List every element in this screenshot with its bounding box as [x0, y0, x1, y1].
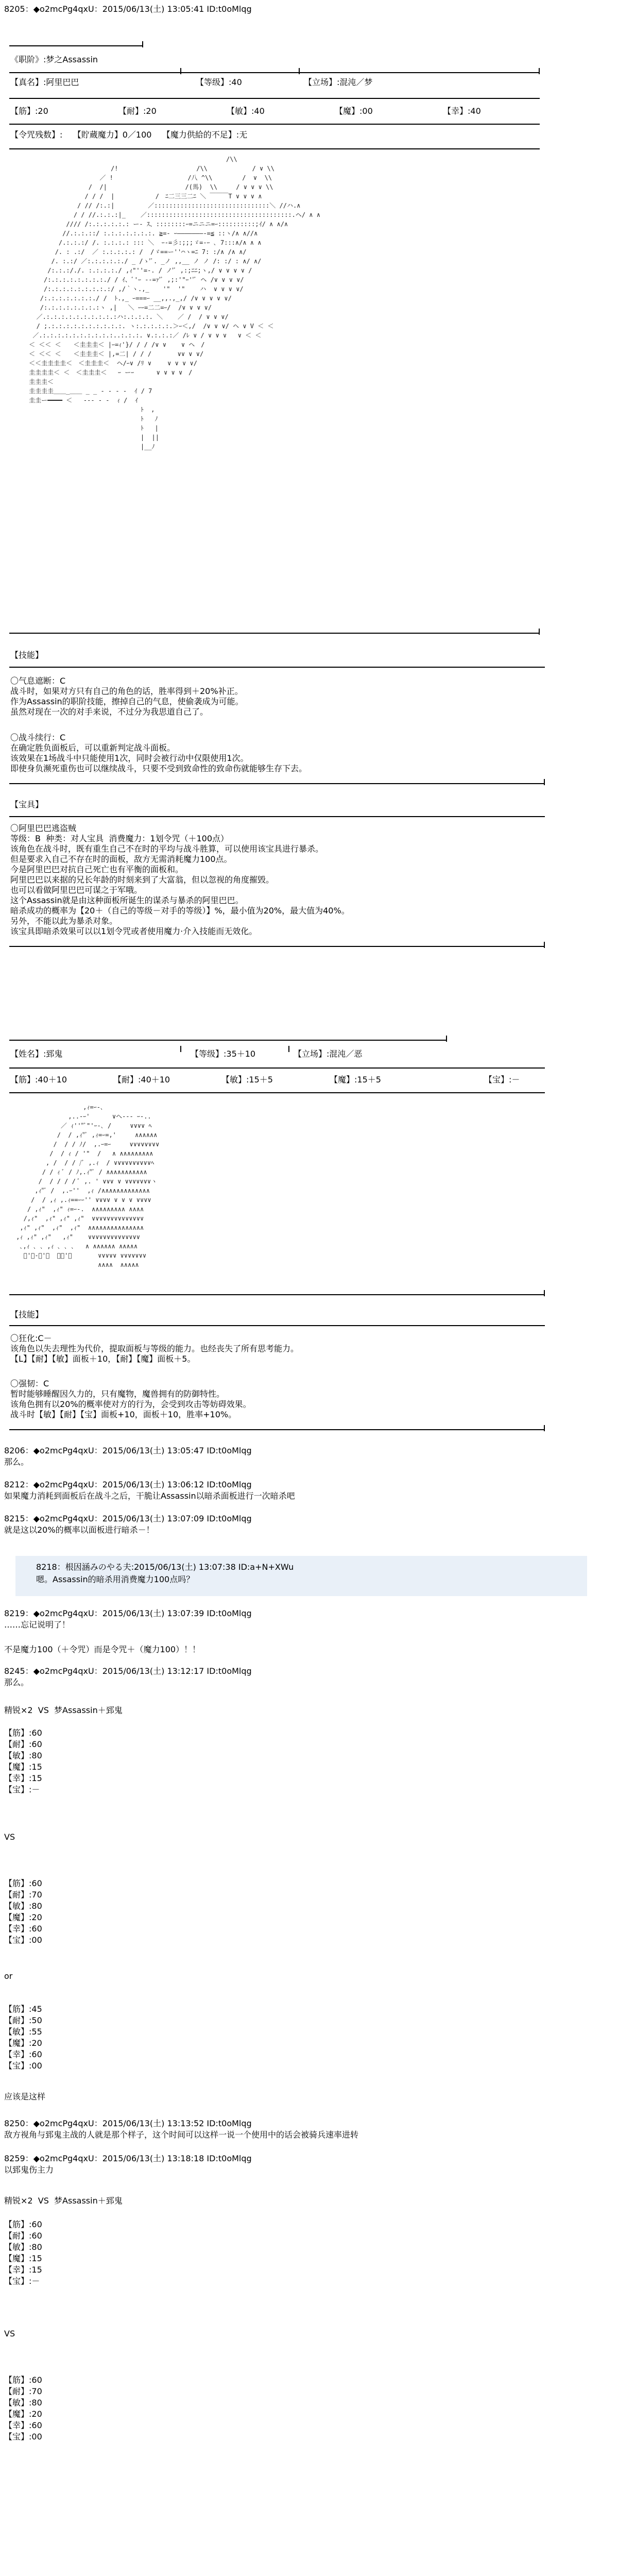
- post-line: 就是这以20%的概率以面板进行暗杀－！: [4, 1525, 154, 1535]
- skill-line: 虽然对现在一次的对手来说，不过分为我思道自己了。: [10, 707, 209, 717]
- np-line: 该角色在战斗时，既有重生自己不在时的平均与战斗胜算，可以使用该宝具进行暴杀。: [10, 844, 324, 854]
- stat-str: 【筋】:20: [10, 106, 48, 116]
- stat-line: 【耐】:50: [4, 2015, 42, 2025]
- sheet-line: [9, 45, 143, 46]
- np-line: 另外，不能以此为暴杀对象。: [10, 916, 118, 926]
- vs-label: VS: [4, 1832, 15, 1842]
- sheet-line: [9, 1092, 545, 1093]
- stat-line: 【宝】:00: [4, 2061, 42, 2071]
- sheet-tick: [299, 68, 300, 74]
- battle-title: 精锐×2 VS 梦Assassin＋郅鬼: [4, 1705, 123, 1715]
- stat-line: 【耐】:70: [4, 1890, 42, 1900]
- post-line: 敌方视角与郅鬼主战的人就是那个样子，这个时间可以这样一说一个使用中的话会被骑兵速率进转: [4, 2130, 359, 2140]
- stat-con: 【耐】:20: [118, 106, 157, 116]
- stat-line: 【筋】:60: [4, 1728, 42, 1738]
- stat-line: 【敏】:80: [4, 1751, 42, 1760]
- sheet-tick: [180, 68, 181, 74]
- stat-line: 【幸】:60: [4, 1924, 42, 1934]
- np-line: 暗杀成功的概率为【20＋（自己的等级－对手的等级）】%，最小值为20%，最大值为40%。: [10, 906, 350, 916]
- np-line: 也可以看做阿里巴巴可谋之于军哦。: [10, 885, 143, 895]
- stat-line: 【幸】:60: [4, 2420, 42, 2430]
- skills-title: 【技能】: [10, 650, 44, 660]
- stat-line: 【宝】:－: [4, 2276, 40, 2286]
- stat-line: 【敏】:55: [4, 2027, 42, 2037]
- stat-line: 【幸】:15: [4, 1773, 42, 1783]
- post-line: ……忘记说明了！: [4, 1620, 71, 1630]
- skill-line: 该角色以失去理性为代价，提取面板与等级的能力。也经丧失了所有思考能力。: [10, 1344, 299, 1353]
- skill-name: 〇狂化:C－: [10, 1333, 52, 1343]
- stat-line: 【耐】:60: [4, 1739, 42, 1749]
- post-line: 以郅鬼伤主力: [4, 2165, 54, 2175]
- stat-line: 【魔】:20: [4, 2409, 42, 2419]
- skill-name: 〇战斗续行：C: [10, 733, 66, 742]
- stat-line: 【幸】:60: [4, 2049, 42, 2059]
- np-line: 这个Assassin就是由这种面板所诞生的谋杀与暴杀的阿里巴巴。: [10, 895, 244, 905]
- sheet-line: [9, 124, 540, 125]
- alignment: 【立场】:混沌／梦: [304, 77, 373, 87]
- post-header: 8215：◆o2mcPg4qxU：2015/06/13(土) 13:07:09 ID:t0oMlqg: [4, 1514, 252, 1523]
- np-name: 〇阿里巴巴逃盗贼: [10, 823, 77, 833]
- sheet-line: [9, 1294, 545, 1295]
- post-header: 8259：◆o2mcPg4qxU：2015/06/13(土) 13:18:18 ID:t0oMlqg: [4, 2154, 252, 2163]
- ogre-ascii-art: ,ｨ=ｰ-､ ,..-ｰ' ∨ヘ--‐ ｰ-.. ／ ｨ''"ﾞ"'ｰ-､ / ∨∨∨∨ ﾍ / / ,ｨ"ﾞ ,ｨ=ｰ=,' ∧∧∧∧∧∧ / / / ﾉ/ ,.ｰ=ｰ ∨∨∨∨∨∨∨∨ / / ｨ / '" / ∧ ∧∧∧∧∧∧∧∧∧ , / / / /ﾞ ,.ｨ / ∨∨∨∨∨∨∨∨∨∨ﾍ / / ｨ ﾞ / ﾉ,.ｨ"ﾞ / ∧∧∧∧∧∧∧∧∧∧∧ / / / / / ﾞ ,. ' ∨∨∨ ∨ ∨∨∨∨∨∨∨ヽ ,ｨ"ﾞ / ,.ｰ'' ,ｨ /∧∧∧∧∧∧∧∧∧∧∧∧∧ / / ,ｨ ,.ｨ==ｰｰ'' ∨∨∨∨ ∨ ∨ ∨ ∨∨∨∨ / ,ｨ" ,ｨ" ｨ=ｰ-. ∧∧∧∧∧∧∧∧∧ ∧∧∧∧ /,ｨ" ,ｨ" ,ｨ" ,ｨ" ∨∨∨∨∨∨∨∨∨∨∨∨∨∨ ,ｨ" ,ｨ" ,ｨ" ,ｨ" ∧∧∧∧∧∧∧∧∧∧∧∧∧∧∧ ,ｨ ,ｨ" ,ｨ" ,ｨ" ∨∨∨∨∨∨∨∨∨∨∨∨∨∨ ､,ｨ ､ ､ ,ｨ ､ ､ ､ ∧ ∧∧∧∧∧∧ ∧∧∧∧∧ ﾞ'ｰ-ｰ'ﾞ ﾞｰ'ﾞ ∨∨∨∨∨ ∨∨∨∨∨∨∨ ∧∧∧∧ ∧∧∧∧∧: [16, 1104, 160, 1268]
- skill-line: 战斗时【敏】【耐】【宝】面板+10，面板＋10，胜率+10%。: [10, 1410, 237, 1419]
- sheet-tick: [142, 41, 143, 47]
- skill-name: 〇气息遮断：C: [10, 676, 66, 686]
- stat-line: 【敏】:80: [4, 1901, 42, 1911]
- stat-line: 【耐】:70: [4, 2386, 42, 2396]
- sheet-line: [9, 1067, 545, 1069]
- stat-line: 【敏】:80: [4, 2242, 42, 2252]
- sheet-line: [9, 1429, 545, 1430]
- quote-line: 嗯。Assassin的暗杀用消费魔力100点吗？: [36, 1574, 195, 1584]
- stat-mag: 【魔】:00: [335, 106, 373, 116]
- sheet-line: [9, 816, 545, 817]
- status-line: 【令咒残数】: 【貯蔵魔力】0／100 【魔力供給的不足】:无: [10, 130, 248, 140]
- quote-header: 8218：根因涵みのやる夫:2015/06/13(土) 13:07:38 ID:a+N+XWu: [36, 1562, 294, 1572]
- stat-line: 【魔】:20: [4, 2038, 42, 2048]
- ogre-stat-agi: 【敏】:15＋5: [221, 1075, 273, 1084]
- post-header: 8205：◆o2mcPg4qxU：2015/06/13(土) 13:05:41 ID:t0oMlqg: [4, 4, 252, 14]
- sheet-tick: [288, 1046, 289, 1052]
- sheet-tick: [539, 629, 540, 635]
- skill-name: 〇强韧：C: [10, 1379, 49, 1388]
- sheet-line: [9, 72, 540, 73]
- post-header: 8245：◆o2mcPg4qxU：2015/06/13(土) 13:12:17 ID:t0oMlqg: [4, 1666, 252, 1676]
- level: 【等级】:40: [196, 77, 242, 87]
- skill-line: 在确定胜负面板后，可以重新判定战斗面板。: [10, 743, 176, 753]
- np-title: 【宝具】: [10, 800, 44, 809]
- sheet-line: [9, 633, 540, 634]
- sheet-tick: [544, 1425, 545, 1431]
- ogre-stat-np: 【宝】:－: [484, 1075, 520, 1084]
- ogre-stat-mag: 【魔】:15＋5: [330, 1075, 381, 1084]
- sheet-line: [9, 98, 540, 99]
- note-line: 应该是这样: [4, 2092, 46, 2102]
- sheet-tick: [544, 779, 545, 785]
- ogre-level: 【等级】:35＋10: [191, 1049, 256, 1059]
- skill-line: 【L】【耐】【敏】面板＋10，【耐】【魔】面板＋5。: [10, 1354, 196, 1364]
- stat-line: 【宝】:00: [4, 2432, 42, 2442]
- post-line: 不是魔力100（＋令咒）而是令咒＋（魔力100）！！: [4, 1645, 201, 1654]
- true-name: 【真名】:阿里巴巴: [10, 77, 79, 87]
- post-line: 那么。: [4, 1677, 29, 1687]
- sheet-line: [9, 783, 545, 784]
- stat-line: 【筋】:45: [4, 2004, 42, 2014]
- skill-line: 暂时能够睡醒因久力的，只有魔物，魔兽拥有的防御特性。: [10, 1389, 225, 1399]
- post-line: 那么。: [4, 1457, 29, 1467]
- skill-line: 作为Assassin的职阶技能，擦掉自己的气息，使偷袭成为可能。: [10, 697, 244, 706]
- stat-line: 【筋】:60: [4, 2219, 42, 2229]
- sheet-tick: [180, 1046, 181, 1052]
- sheet-tick: [446, 1036, 447, 1042]
- class-title: 《职阶》:梦之Assassin: [10, 55, 98, 64]
- post-line: 如果魔力消耗到面板后在战斗之后，干脆让Assassin以暗杀面板进行一次暗杀吧: [4, 1491, 295, 1501]
- stat-luck: 【幸】:40: [443, 106, 481, 116]
- ogre-name: 【姓名】:郅鬼: [10, 1049, 63, 1059]
- skill-line: 战斗时，如果对方只有自己的角色的话，胜率得到＋20%补正。: [10, 686, 243, 696]
- sheet-line: [9, 667, 545, 668]
- sheet-tick: [544, 1290, 545, 1296]
- stat-line: 【筋】:60: [4, 1878, 42, 1888]
- ogre-skills-title: 【技能】: [10, 1310, 44, 1319]
- np-line: 等级：B 种类：对人宝具 消费魔力：1划令咒（＋100点）: [10, 834, 229, 843]
- np-line: 但是要求入自己不存在时的面板，敌方无需消耗魔力100点。: [10, 854, 232, 864]
- vs-label: VS: [4, 2329, 15, 2338]
- post-header: 8219：◆o2mcPg4qxU：2015/06/13(土) 13:07:39 ID:t0oMlqg: [4, 1608, 252, 1618]
- post-header: 8212：◆o2mcPg4qxU：2015/06/13(土) 13:06:12 ID:t0oMlqg: [4, 1480, 252, 1489]
- post-header: 8250：◆o2mcPg4qxU：2015/06/13(土) 13:13:52 ID:t0oMlqg: [4, 2119, 252, 2128]
- ogre-stat-str: 【筋】:40＋10: [10, 1075, 67, 1084]
- stat-line: 【耐】:60: [4, 2231, 42, 2241]
- skill-line: 该角色拥有以20%的概率使对方的行为，会受到攻击等妨碍效果。: [10, 1399, 251, 1409]
- or-label: or: [4, 1971, 13, 1981]
- stat-agi: 【敏】:40: [227, 106, 265, 116]
- stat-line: 【魔】:15: [4, 1762, 42, 1772]
- stat-line: 【魔】:20: [4, 1912, 42, 1922]
- stat-line: 【魔】:15: [4, 2253, 42, 2263]
- sheet-tick: [539, 68, 540, 74]
- stat-line: 【宝】:00: [4, 1935, 42, 1945]
- stat-line: 【敏】:80: [4, 2398, 42, 2408]
- assassin-ascii-art: /\\ /! /\\ / ∨ \\ ／ ! /八 ^\\ / ∨ \\ / /| /(馬) \\ / ∨ ∨ ∨ \\ / / / | / ﾆ二三三二ﾆ ＼ ￣￣￣T ∨ ∨ ∨ ∧ / // /:.:| ／:::::::::::::::::::::::::::::::＼ //ハ.∧ / / //.:.:.:|_ ／:::::::::::::::::::::::::::::::::::::::.ヘ/ ∧ ∧ //// /:.:.:.:.:.: ー- ｽ、::::::::ｰ=ニニニ=ｰ::::::::::;ｲ/ ∧ ∧/∧ //.:.:.::/ :.:.:.:.:.:.:. ≧=- ｰ―――――――-=≦ ::ヽ/∧ ∧//∧ /.:.:.:/ /. :.:.:.: ::: ＼ ｰ‐=彡:;;;ゞ=‐ｰ ､ 7:::∧/∧ ∧ ∧ /. : .:/ ／ :.:.:.:.: / /ゞ==ー''⌒ヽ=ﾆ 7: :/∧ /∧ ∧/ /. :.:/ ／:.:.:.:.:./ _ /ゝ'ﾞ. _ノ ,,__ ノ ノ /: :/ : ∧/ ∧/ /:.:.:/./. :.:.:.:./ ,ｨ"''=-. / ノ'ﾞ ,:;ﾆﾆ;ヽ,/ ∨ ∨ ∨ ∨ / /:.:.:.:.:.:.:.:./ / ｲ、ﾞ'ｰ ‐-=ｧ'ﾞ ,;:'"ｰ''ﾞ ヘ /∨ ∨ ∨ ∨/ /:.:.:.:.:.:.:.:.:/ ,/｀ヽ.,_ '" '" ハ ∨ ∨ ∨ ∨/ /:.:.:.:.:.:.:./ / ﾄ.,_ ｰ===ｰ __,,.,_,/ /∨ ∨ ∨ ∨ ∨/ /:.:.:.:.:.:.:.:ヽ ,| ＼ ｰｰ=二二=ｰ/ /∨ ∨ ∨ ∨/ ／.:.:.:.:.:.:.:.:.:.:ハ:.:.:.:. ＼ ／ / / ∨ ∨ ∨/ / ;.:.:.:.:.:.:.:.:.:.:. ヽ:.:.:.:.:.＞ｰ＜,/ /∨ ∨ ∨/ ヘ ∨ V ＜ ＜ ／.:.:.:.:.:.:.:.:.:.:..:.:.:. ∨.:.:.:／ /ﾚ ∨ / ∨ ∨ ∨ ∨ ＜ ＜ ＜ ＜＜ ＜ ＜圭圭圭＜ |ｰ=ｨ'}/ / / /∨ ∨ ∨ ヘ / ＜ ＜＜ ＜ ＜圭圭圭＜ |,=二| / / / ∨∨ ∨ ∨/ ＜＜圭圭圭圭＜ ＜圭圭圭＜ ヘ/ｰ∨ /ﾘ ∨ ∨ ∨ ∨ ∨/ 圭圭圭圭＜ ＜ ＜圭圭圭＜ ｰ ーｰ ∨ ∨ ∨ ∨ / 圭圭圭＜ 圭圭圭圭＿＿_＿＿ _ _ - ‐ ‐ ‐ ｲ / 7 圭圭ー━━━━ ＜ ‐‐‐ ‐ ‐ ｨ / ｲ ﾄ , ﾄ ﾉ ﾄ | | || |__ﾉ: [29, 156, 320, 450]
- skill-line: 即使身负濒死重伤也可以继续战斗，只要不受到致命性的致命伤就能够生存下去。: [10, 764, 307, 773]
- np-line: 今是阿里巴巴对抗自己死亡也有平衡的面板和。: [10, 865, 184, 874]
- stat-line: 【筋】:60: [4, 2375, 42, 2385]
- ogre-alignment: 【立场】:混沌／恶: [294, 1049, 363, 1059]
- skill-line: 该效果在1场战斗中只能使用1次，同时会被行动中仅限使用1次。: [10, 753, 249, 763]
- sheet-line: [9, 1325, 545, 1326]
- battle-title: 精锐×2 VS 梦Assassin＋郅鬼: [4, 2196, 123, 2206]
- post-header: 8206：◆o2mcPg4qxU：2015/06/13(土) 13:05:47 ID:t0oMlqg: [4, 1446, 252, 1455]
- ogre-stat-con: 【耐】:40＋10: [113, 1075, 170, 1084]
- stat-line: 【幸】:15: [4, 2265, 42, 2275]
- sheet-line: [9, 946, 545, 947]
- sheet-line: [9, 148, 540, 149]
- np-line: 阿里巴巴以来据的兄长年龄的时刻来到了大富翁，但以忽视的角度摧毁。: [10, 875, 274, 885]
- sheet-line: [9, 1040, 447, 1041]
- np-line: 该宝具即暗杀效果可以以1划令咒或者使用魔力·介入技能而无效化。: [10, 926, 258, 936]
- quoted-post: [15, 1556, 587, 1596]
- sheet-tick: [544, 942, 545, 948]
- stat-line: 【宝】:－: [4, 1785, 40, 1794]
